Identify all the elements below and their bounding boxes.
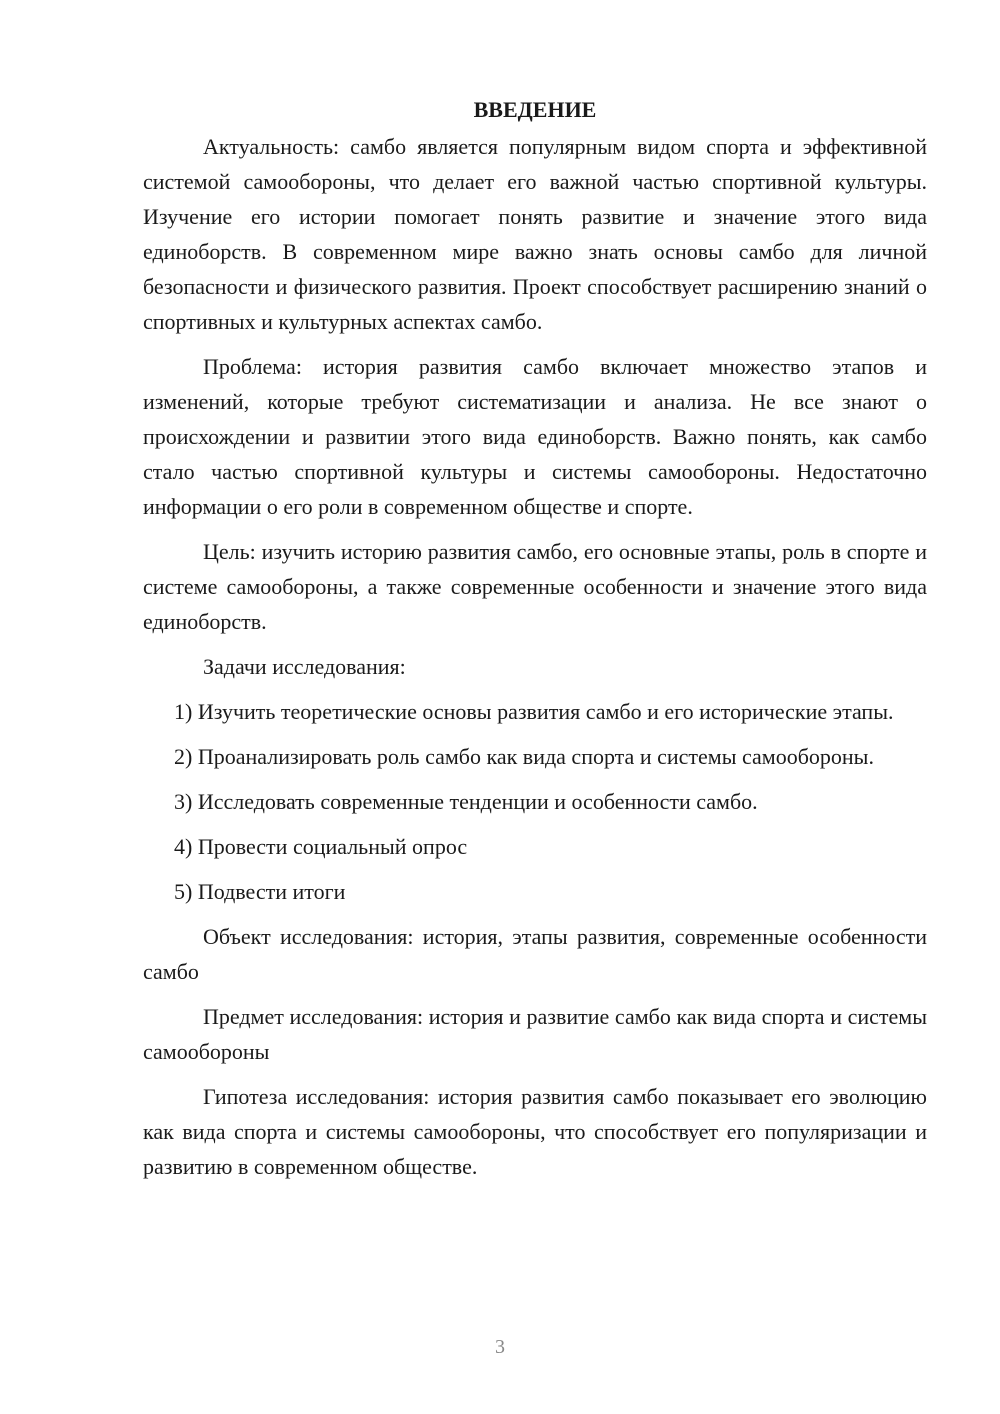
hypothesis-paragraph: Гипотеза исследования: история развития самбо показывает его эволюцию как вида спорта и системы самообороны, что способствует его популяризации и развитию в современном обществе. xyxy=(143,1084,927,1179)
task-item-3: 3) Исследовать современные тенденции и особенности самбо. xyxy=(174,789,758,814)
problem-paragraph: Проблема: история развития самбо включает множество этапов и изменений, которые требуют систематизации и анализа. Не все знают о происхождении и развитии этого вида единоборств. Важно понять, как самбо стало частью спортивной культуры и системы самообороны. Недостаточно информации о его роли в современном обществе и спорте. xyxy=(143,354,927,519)
task-item-5: 5) Подвести итоги xyxy=(174,879,346,904)
document-page xyxy=(143,92,927,1194)
task-item-1: 1) Изучить теоретические основы развития самбо и его исторические этапы. xyxy=(174,699,894,724)
task-item-2: 2) Проанализировать роль самбо как вида спорта и системы самообороны. xyxy=(174,744,874,769)
goal-paragraph: Цель: изучить историю развития самбо, его основные этапы, роль в спорте и системе самообороны, а также современные особенности и значение этого вида единоборств. xyxy=(143,539,927,634)
page-number: 3 xyxy=(495,1336,505,1358)
relevance-paragraph: Актуальность: самбо является популярным видом спорта и эффективной системой самообороны, что делает его важной частью спортивной культуры. Изучение его истории помогает понять развитие и значение этого вида единоборств. В современном мире важно знать основы самбо для личной безопасности и физического развития. Проект способствует расширению знаний о спортивных и культурных аспектах самбо. xyxy=(143,134,927,334)
task-item-4: 4) Провести социальный опрос xyxy=(174,834,468,859)
object-paragraph: Объект исследования: история, этапы развития, современные особенности самбо xyxy=(143,924,927,984)
section-heading: ВВЕДЕНИЕ xyxy=(473,97,597,122)
tasks-title: Задачи исследования: xyxy=(203,654,406,679)
subject-paragraph: Предмет исследования: история и развитие самбо как вида спорта и системы самообороны xyxy=(143,1004,927,1064)
